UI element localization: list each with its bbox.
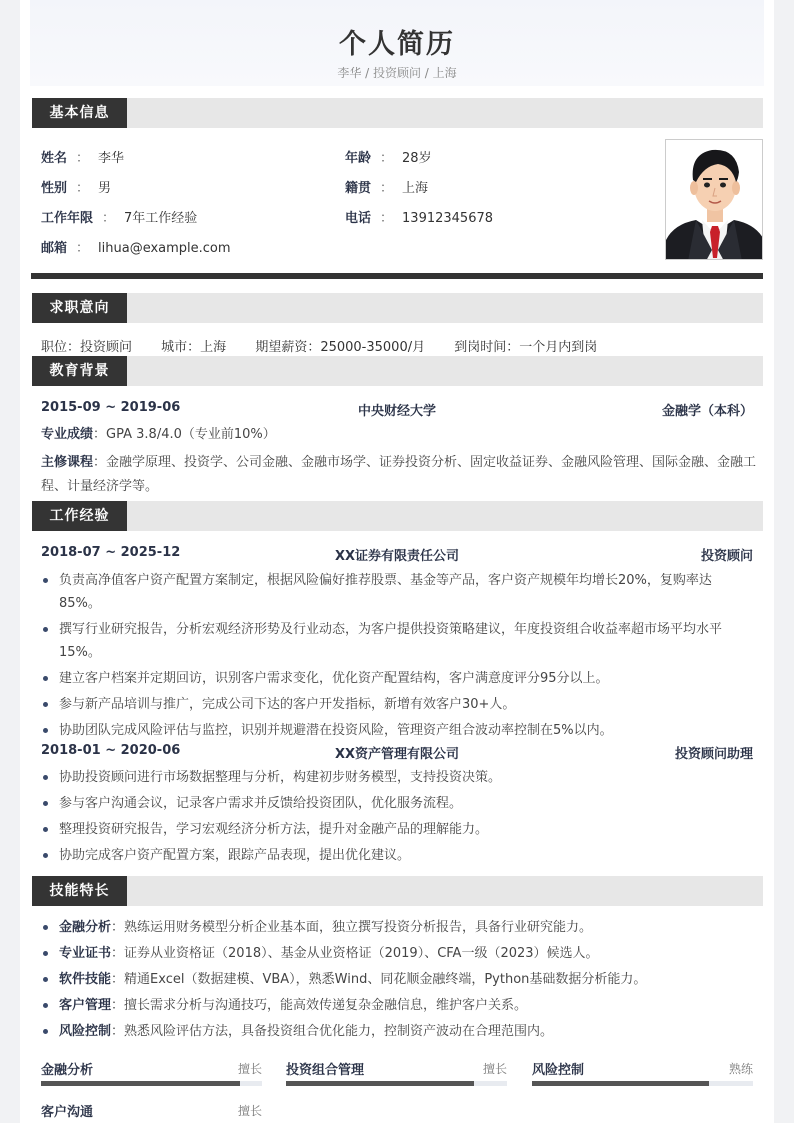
list-item: 整理投资研究报告，学习宏观经济分析方法，提升对金融产品的理解能力。	[41, 818, 741, 841]
info-age-value: 28岁	[402, 151, 432, 166]
intent-city: 城市：上海	[161, 340, 227, 355]
skill-item: 客户管理：擅长需求分析与沟通技巧，能高效传递复杂金融信息，维护客户关系。	[41, 994, 741, 1017]
work-list-2	[41, 766, 741, 870]
info-email-value: lihua@example.com	[98, 241, 231, 256]
list-item: 协助投资顾问进行市场数据整理与分析，构建初步财务模型，支持投资决策。	[41, 766, 741, 789]
section-basic	[32, 98, 763, 128]
list-item: 协助团队完成风险评估与监控，识别并规避潜在投资风险，管理资产组合波动率控制在5%以内。	[41, 719, 741, 742]
list-item: 参与新产品培训与推广，完成公司下达的客户开发指标，新增有效客户30+人。	[41, 693, 741, 716]
intent-salary: 期望薪资：25000-35000/月	[255, 340, 426, 355]
list-item: 参与客户沟通会议，记录客户需求并反馈给投资团队，优化服务流程。	[41, 792, 741, 815]
intent-arrival: 到岗时间：一个月内到岗	[454, 340, 598, 355]
education-grade: 专业成绩：GPA 3.8/4.0（专业前10%）	[41, 427, 276, 442]
avatar	[665, 139, 763, 260]
work-period: 2018-07 ~ 2025-12	[41, 545, 181, 560]
divider	[31, 273, 763, 279]
section-skills	[32, 876, 763, 906]
section-education	[32, 356, 763, 386]
page-title: 个人简历	[339, 29, 455, 60]
info-phone: 电话 ： 13912345678	[345, 211, 494, 226]
resume-page	[20, 0, 774, 1123]
skill-bar-1: 投资组合管理 擅长	[286, 1059, 507, 1089]
info-phone-value: 13912345678	[402, 211, 494, 226]
list-item: 撰写行业研究报告，分析宏观经济形势及行业动态，为客户提供投资策略建议，年度投资组合收益率超市场平均水平15%。	[41, 618, 741, 664]
section-title-intent: 求职意向	[32, 293, 127, 323]
skill-item: 金融分析：熟练运用财务模型分析企业基本面，独立撰写投资分析报告，具备行业研究能力。	[41, 916, 741, 939]
info-origin: 籍贯 ： 上海	[345, 181, 429, 196]
education-major: 金融学（本科）	[661, 404, 753, 419]
work-company: XX资产管理有限公司	[334, 747, 460, 762]
info-years-value: 7年工作经验	[124, 211, 198, 226]
info-email: 邮箱 ： lihua@example.com	[41, 241, 231, 256]
work-title: 投资顾问助理	[674, 747, 753, 762]
info-gender-value: 男	[98, 181, 112, 196]
work-company: XX证券有限责任公司	[334, 549, 460, 564]
page-subtitle: 李华 / 投资顾问 / 上海	[337, 66, 457, 80]
skills-list	[41, 916, 741, 1046]
skill-bar-fill	[41, 1081, 240, 1086]
skill-bar-3: 客户沟通 擅长	[41, 1104, 262, 1120]
info-name: 姓名 ： 李华	[41, 151, 125, 166]
education-school: 中央财经大学	[357, 404, 436, 419]
skill-item: 软件技能：精通Excel（数据建模、VBA），熟悉Wind、同花顺金融终端，Python基础数据分析能力。	[41, 968, 741, 991]
section-work	[32, 501, 763, 531]
work-header-2	[41, 743, 753, 761]
intent-row	[41, 336, 622, 355]
list-item: 协助完成客户资产配置方案，跟踪产品表现，提出优化建议。	[41, 844, 741, 867]
intent-position: 职位：投资顾问	[41, 340, 133, 355]
skill-bar-2: 风险控制 熟练	[532, 1059, 753, 1089]
section-title-basic: 基本信息	[32, 98, 127, 128]
info-years: 工作年限 ： 7年工作经验	[41, 211, 198, 226]
section-title-work: 工作经验	[32, 501, 127, 531]
section-intent	[32, 293, 763, 323]
work-list-1	[41, 569, 741, 745]
info-name-value: 李华	[98, 151, 125, 166]
list-item: 负责高净值客户资产配置方案制定，根据风险偏好推荐股票、基金等产品，客户资产规模年均增长20%，复购率达85%。	[41, 569, 741, 615]
education-courses: 主修课程：金融学原理、投资学、公司金融、金融市场学、证券投资分析、固定收益证券、金融风险管理、国际金融、金融工程、计量经济学等。	[41, 455, 757, 494]
section-title-skills: 技能特长	[32, 876, 127, 906]
work-title: 投资顾问	[700, 549, 753, 564]
skill-bar-fill	[286, 1081, 474, 1086]
skill-item: 风险控制：熟悉风险评估方法，具备投资组合优化能力，控制资产波动在合理范围内。	[41, 1020, 741, 1043]
skill-bar-0: 金融分析 擅长	[41, 1059, 262, 1089]
info-origin-value: 上海	[402, 181, 429, 196]
education-period: 2015-09 ~ 2019-06	[41, 400, 181, 415]
list-item: 建立客户档案并定期回访，识别客户需求变化，优化资产配置结构，客户满意度评分95分以上。	[41, 667, 741, 690]
info-gender: 性别 ： 男	[41, 181, 112, 196]
work-header-1	[41, 545, 753, 563]
section-title-education: 教育背景	[32, 356, 127, 386]
skill-item: 专业证书：证券从业资格证（2018）、基金从业资格证（2019）、CFA一级（2023）候选人。	[41, 942, 741, 965]
work-period: 2018-01 ~ 2020-06	[41, 743, 181, 758]
education-header	[41, 400, 753, 418]
resume-header	[30, 0, 764, 86]
skill-bar-fill	[532, 1081, 709, 1086]
info-age: 年龄 ： 28岁	[345, 151, 432, 166]
